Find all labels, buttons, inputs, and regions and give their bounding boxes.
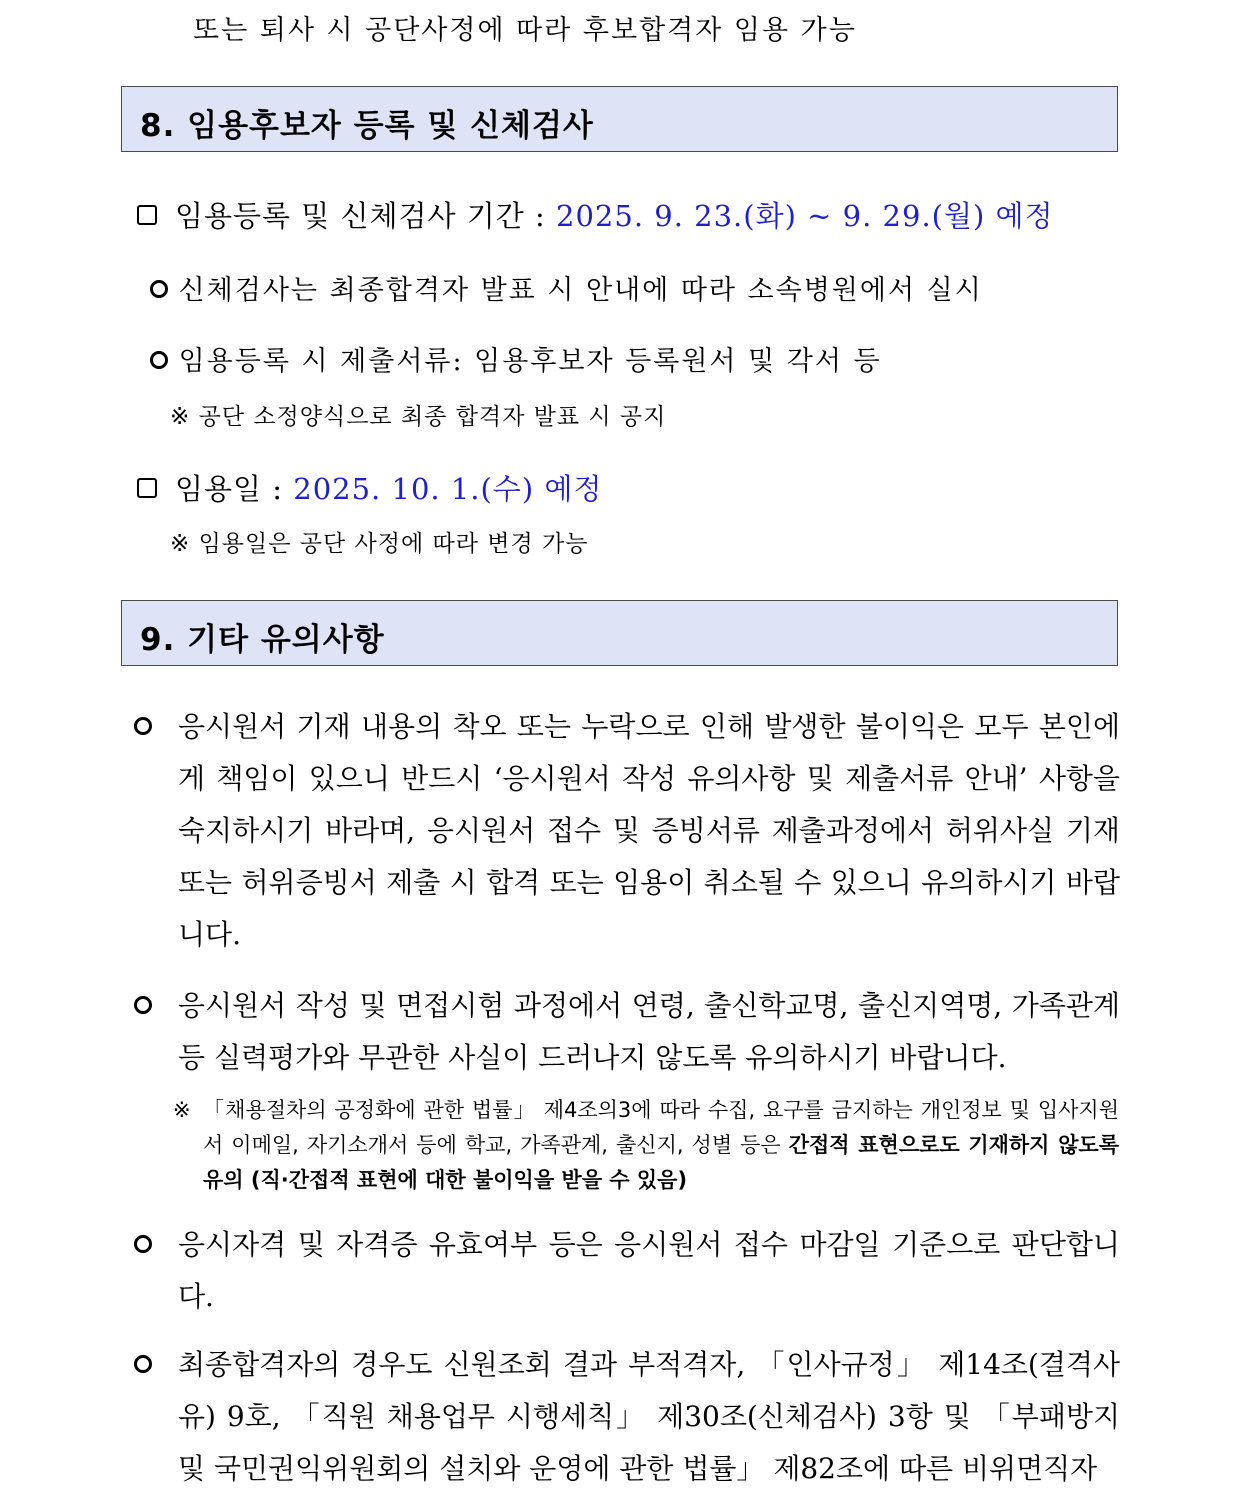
documents-text: 임용등록 시 제출서류: 임용후보자 등록원서 및 각서 등	[178, 346, 882, 377]
documents-bullet	[150, 339, 882, 378]
appointment-date-item	[137, 467, 602, 508]
section-9-header	[121, 600, 1118, 666]
physical-exam-bullet	[150, 268, 983, 307]
privacy-note	[173, 1093, 1119, 1198]
circle-bullet-icon	[150, 280, 168, 298]
notice-item-1-text: 응시원서 기재 내용의 착오 또는 누락으로 인해 발생한 불이익은 모두 본인에게 책임이 있으니 반드시 ‘응시원서 작성 유의사항 및 제출서류 안내’ 사항을 숙지하시기 바라며, 응시원서 접수 및 증빙서류 제출과정에서 허위사실 기재 또는 허위증빙서 제출 시 합격 또는 임용이 취소될 수 있으니 유의하시기 바랍니다.	[178, 710, 1120, 951]
circle-bullet-icon	[134, 996, 152, 1014]
notice-item-4-text: 최종합격자의 경우도 신원조회 결과 부적격자, 「인사규정」 제14조(결격사유) 9호, 「직원 채용업무 시행세칙」 제30조(신체검사) 3항 및 「부패방지 및 국민권익위원회의 설치와 운영에 관한 법률」 제82조에 따른 비위면직자	[178, 1348, 1120, 1485]
privacy-note-text: 「채용절차의 공정화에 관한 법률」 제4조의3에 따라 수집, 요구를 금지하는 개인정보 및 입사지원서 이메일, 자기소개서 등에 학교, 가족관계, 출신지, 성별 등은	[203, 1098, 1119, 1157]
privacy-note-emphasis: 간접적 표현으로도 기재하지 않도록 유의 (직·간접적 표현에 대한 불이익을 받을 수 있음)	[203, 1133, 1119, 1192]
notice-item-1	[134, 701, 1120, 961]
physical-exam-text: 신체검사는 최종합격자 발표 시 안내에 따라 소속병원에서 실시	[178, 275, 983, 306]
section-8-header	[121, 86, 1118, 152]
registration-period-item	[137, 194, 1054, 235]
registration-period-label: 임용등록 및 신체검사 기간 :	[175, 199, 557, 233]
notice-item-3-text: 응시자격 및 자격증 유효여부 등은 응시원서 접수 마감일 기준으로 판단합니다.	[178, 1228, 1120, 1313]
square-bullet-icon	[137, 205, 157, 225]
notice-item-4	[134, 1339, 1120, 1495]
section-8-title: 8. 임용후보자 등록 및 신체검사	[140, 108, 594, 144]
square-bullet-icon	[137, 478, 157, 498]
circle-bullet-icon	[134, 717, 152, 735]
notice-item-2	[134, 980, 1120, 1084]
circle-bullet-icon	[150, 351, 168, 369]
appointment-note: ※ 임용일은 공단 사정에 따라 변경 가능	[170, 531, 589, 557]
form-note: ※ 공단 소정양식으로 최종 합격자 발표 시 공지	[170, 404, 667, 430]
appointment-date-value: 2025. 10. 1.(수) 예정	[293, 472, 603, 506]
note-symbol: ※	[173, 1098, 191, 1122]
section-9-title: 9. 기타 유의사항	[140, 622, 385, 658]
circle-bullet-icon	[134, 1235, 152, 1253]
registration-period-value: 2025. 9. 23.(화) ~ 9. 29.(월) 예정	[556, 199, 1054, 233]
appointment-date-label: 임용일 :	[175, 472, 294, 506]
notice-item-2-text: 응시원서 작성 및 면접시험 과정에서 연령, 출신학교명, 출신지역명, 가족관계 등 실력평가와 무관한 사실이 드러나지 않도록 유의하시기 바랍니다.	[178, 989, 1120, 1074]
intro-line: 또는 퇴사 시 공단사정에 따라 후보합격자 임용 가능	[193, 15, 857, 46]
notice-item-3	[134, 1219, 1120, 1323]
circle-bullet-icon	[134, 1355, 152, 1373]
